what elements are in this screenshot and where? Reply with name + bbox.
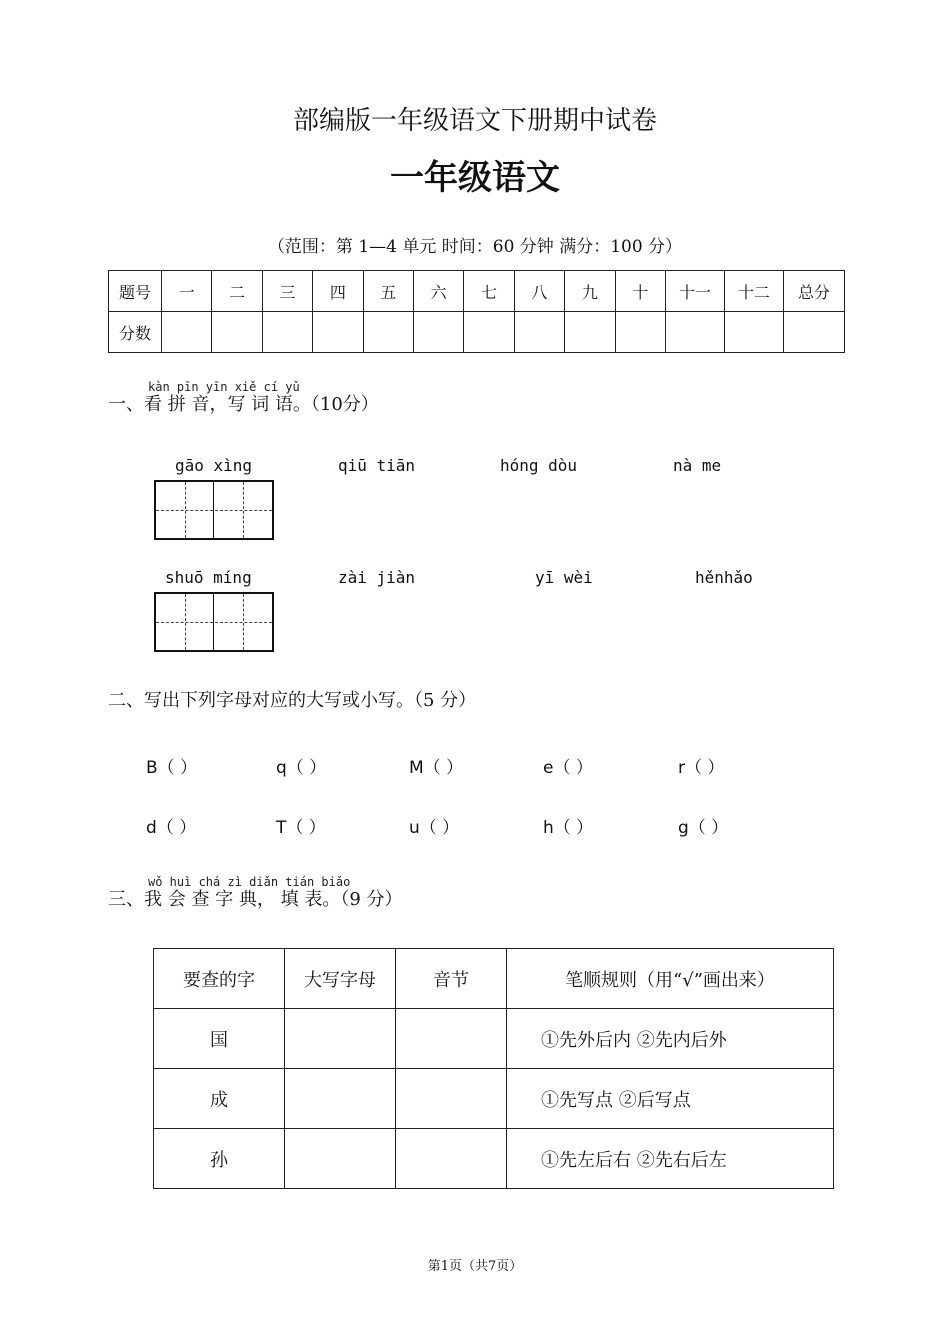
table-answer-cell[interactable] [285,1129,396,1189]
letter-item[interactable]: u（ ） [409,818,460,838]
score-cell: 二 [212,271,262,312]
table-answer-cell[interactable] [285,1069,396,1129]
table-rule-cell[interactable]: ①先左后右 ②先右后左 [507,1129,834,1189]
writing-grid[interactable] [154,480,274,540]
score-cell: 一 [162,271,212,312]
score-input-cell[interactable] [514,312,564,353]
letter-item[interactable]: d（ ） [146,818,197,838]
dictionary-table [153,948,834,1189]
score-label-cell: 分数 [109,312,162,353]
table-answer-cell[interactable] [285,1009,396,1069]
table-char-cell: 成 [154,1069,285,1129]
pinyin-item: qiū tiān [338,456,416,475]
section3-pinyin: wǒ huì chá zì diǎn tián biǎo [148,875,351,889]
score-input-cell[interactable] [162,312,212,353]
score-cell: 十二 [725,271,784,312]
table-rule-cell[interactable]: ①先外后内 ②先内后外 [507,1009,834,1069]
score-input-cell[interactable] [784,312,845,353]
score-cell: 十一 [666,271,725,312]
grid-guide-line [185,594,186,650]
pinyin-item: gāo xìng [175,456,253,475]
score-input-cell[interactable] [725,312,784,353]
grid-guide-line [243,594,244,650]
grid-guide-line [243,482,244,538]
section1-pinyin: kàn pīn yīn xiě cí yǔ [148,380,300,394]
table-row [154,1009,834,1069]
letter-item[interactable]: T（ ） [276,818,326,838]
writing-grid[interactable] [154,592,274,652]
letter-item[interactable]: e（ ） [543,758,593,778]
score-cell: 八 [514,271,564,312]
pinyin-item: hóng dòu [500,456,578,475]
pinyin-item: hěnhǎo [695,568,753,587]
score-input-cell[interactable] [262,312,312,353]
table-answer-cell[interactable] [396,1069,507,1129]
table-answer-cell[interactable] [396,1129,507,1189]
score-cell: 九 [565,271,615,312]
table-char-cell: 孙 [154,1129,285,1189]
pinyin-item: nà me [673,456,722,475]
letter-item[interactable]: B（ ） [146,758,198,778]
section3-heading: 三、我 会 查 字 典， 填 表。（9 分） [108,889,403,910]
score-input-cell[interactable] [363,312,413,353]
score-cell: 题号 [109,271,162,312]
letter-item[interactable]: h（ ） [543,818,594,838]
letter-item[interactable]: q（ ） [276,758,327,778]
grid-guide-line [156,510,272,511]
grid-guide-line [185,482,186,538]
table-header-cell: 大写字母 [285,949,396,1009]
section1-heading: 一、看 拼 音，写 词 语。（10分） [108,394,379,415]
score-input-cell[interactable] [313,312,363,353]
letter-item[interactable]: r（ ） [678,758,725,778]
pinyin-item: shuō míng [165,568,252,587]
score-input-cell[interactable] [212,312,262,353]
page-footer: 第1页（共7页） [427,1259,523,1274]
score-table-value-row [109,312,845,353]
score-table-header-row [109,271,845,312]
score-cell: 四 [313,271,363,312]
table-rule-cell[interactable]: ①先写点 ②后写点 [507,1069,834,1129]
table-header-cell: 音节 [396,949,507,1009]
pinyin-item: zài jiàn [338,568,416,587]
pinyin-item: yī wèi [535,568,593,587]
table-row [154,1129,834,1189]
score-input-cell[interactable] [413,312,463,353]
letter-item[interactable]: M（ ） [409,758,464,778]
score-cell: 七 [464,271,514,312]
section2-heading: 二、写出下列字母对应的大写或小写。（5 分） [108,690,477,711]
score-input-cell[interactable] [565,312,615,353]
exam-subtitle: 部编版一年级语文下册期中试卷 [292,106,657,136]
score-cell: 六 [413,271,463,312]
score-cell: 十 [615,271,665,312]
table-header-cell: 笔顺规则（用“√”画出来） [507,949,834,1009]
score-cell: 三 [262,271,312,312]
table-row [154,1069,834,1129]
table-answer-cell[interactable] [396,1009,507,1069]
score-table [108,270,845,353]
table-char-cell: 国 [154,1009,285,1069]
exam-range: （范围：第 1—4 单元 时间：60 分钟 满分：100 分） [267,237,683,257]
table-header-cell: 要查的字 [154,949,285,1009]
score-cell: 五 [363,271,413,312]
score-cell: 总分 [784,271,845,312]
exam-title: 一年级语文 [390,158,560,198]
score-input-cell[interactable] [464,312,514,353]
letter-item[interactable]: g（ ） [678,818,729,838]
grid-guide-line [156,622,272,623]
score-input-cell[interactable] [615,312,665,353]
table-header-row [154,949,834,1009]
score-input-cell[interactable] [666,312,725,353]
